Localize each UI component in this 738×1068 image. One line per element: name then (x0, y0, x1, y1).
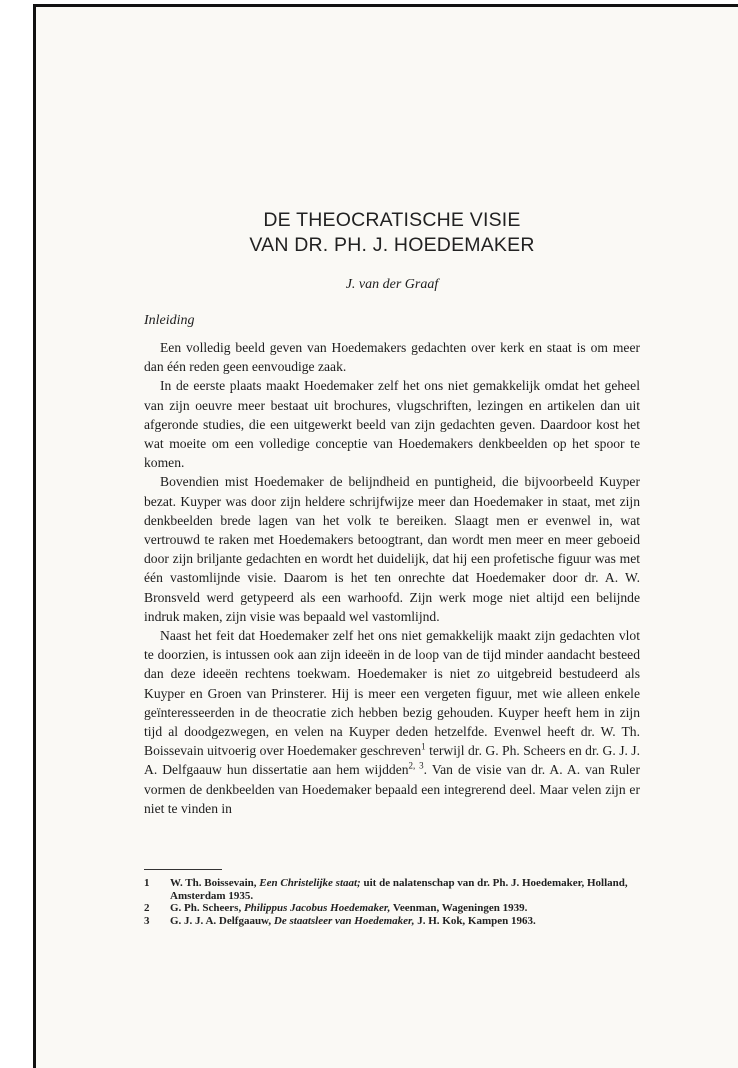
paragraph-4-text: Naast het feit dat Hoedemaker zelf het ons niet gemakkelijk maakt zijn gedachten vlot te doorzien, is intussen ook aan zijn ideeën in de loop van de tijd minder aandacht besteed dan deze ideeën rechtens toekwam. Hoedemaker is niet zo uitgebreid bestudeerd als Kuyper en Groen van Prinsterer. Hij is meer een vergeten figuur, met wie alleen enkele geïnteresseerden in de theocratie zich hebben bezig gehouden. Kuyper heeft hem in zijn tijd al doodgezwegen, en velen na Kuyper deden hetzelfde. Evenwel heeft dr. W. Th. Boissevain uitvoerig over Hoedemaker geschreven (144, 628, 640, 759)
footnote-3 (144, 915, 640, 928)
paragraph-1: Een volledig beeld geven van Hoedemakers gedachten over kerk en staat is om meer dan één reden geen eenvoudige zaak. (144, 340, 640, 375)
footnote-publisher: J. H. Kok, Kampen 1963. (414, 914, 536, 927)
footnote-title: Een Christelijke staat; (259, 877, 361, 889)
footnote-author: G. J. J. A. Delfgaauw, (170, 914, 274, 927)
title-line-1: DE THEOCRATISCHE VISIE (263, 209, 521, 231)
footnote-author: W. Th. Boissevain, (170, 877, 260, 889)
section-heading: Inleiding (144, 313, 195, 328)
body-text (144, 338, 640, 818)
footnote-author: G. Ph. Scheers, (170, 902, 244, 915)
footnote-ref-1: 1 (421, 741, 426, 752)
footnote-1 (144, 877, 640, 902)
footnote-publisher: uit de nalatenschap van dr. Ph. J. Hoedemaker, Holland, Amsterdam 1935. (170, 877, 628, 902)
title-line-2: VAN DR. PH. J. HOEDEMAKER (249, 234, 535, 256)
author: J. van der Graaf (345, 277, 439, 292)
footnote-divider (144, 869, 222, 870)
footnote-publisher: Veenman, Wageningen 1939. (390, 902, 528, 915)
paragraph-2: In de eerste plaats maakt Hoedemaker zelf het ons niet gemakkelijk omdat het geheel van zijn oeuvre meer bestaat uit brochures, vlugschriften, lezingen en artikelen dan uit afgeronde studies, die een uitgewerkt beeld van zijn gedachten geven. Daardoor kost het wat moeite om een volledige conceptie van Hoedemakers denkbeelden op het spoor te komen. (144, 378, 640, 471)
footnote-number: 3 (144, 914, 150, 927)
footnotes (144, 877, 640, 927)
paragraph-4 (144, 626, 640, 818)
paragraph-4-end: . Van de visie van dr. A. A. van Ruler vormen de denkbeelden van Hoedemaker bepaald een integrerend deel. Maar velen zijn er niet te vinden in (144, 762, 640, 816)
footnote-2 (144, 902, 640, 915)
footnote-number: 1 (144, 877, 150, 889)
footnote-title: Philippus Jacobus Hoedemaker, (243, 902, 391, 915)
footnote-title: De staatsleer van Hoedemaker, (273, 914, 415, 927)
paragraph-4-middle: terwijl dr. G. Ph. Scheers en dr. G. J. J. A. Delfgaauw hun dissertatie aan hem wijdden (144, 743, 640, 778)
article-title (150, 208, 634, 258)
paragraph-3: Bovendien mist Hoedemaker de belijndheid en puntigheid, die bijvoorbeeld Kuyper bezat. Kuyper was door zijn heldere schrijfwijze meer dan Hoedemaker in staat, met zijn denkbeelden brede lagen van het volk te bereiken. Slaagt men er evenwel in, wat vertrouwd te raken met Hoedemakers betoogtrant, dan wordt men meer en meer geboeid door zijn briljante gedachten en wordt het duidelijk, dat hij een profetische figuur was met één vastomlijnde visie. Daarom is het ten onrechte dat Hoedemaker door dr. A. W. Bronsveld werd getypeerd als een warhoofd. Zijn werk moge niet altijd een belijnde indruk maken, zijn visie was bepaald wel vastomlijnd. (144, 474, 640, 624)
footnote-number: 2 (144, 902, 150, 915)
footnote-ref-2-3: 2, 3 (408, 760, 424, 771)
